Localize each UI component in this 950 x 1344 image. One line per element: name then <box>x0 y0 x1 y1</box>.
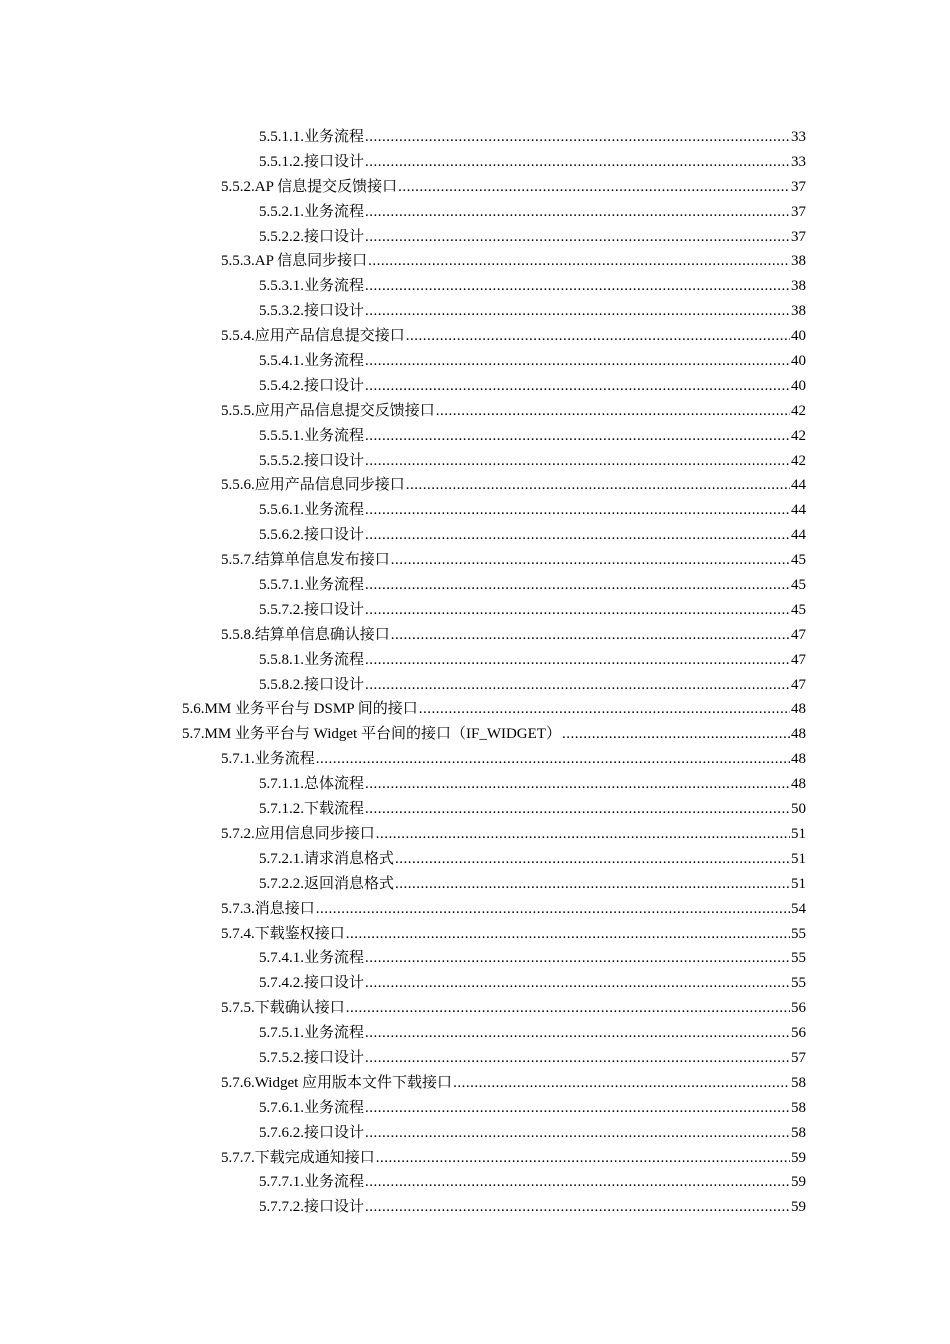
toc-dot-leader <box>562 722 790 747</box>
toc-entry-title: 接口设计 <box>304 452 365 469</box>
toc-entry-title: AP 信息提交反馈接口 <box>254 178 398 195</box>
toc-entry-title: 业务流程 <box>304 129 365 145</box>
toc-entry-page-number: 51 <box>791 850 806 867</box>
toc-dot-leader <box>391 623 790 648</box>
toc-entry-page-number: 37 <box>791 228 806 245</box>
toc-entry-number: 5.7.1.1. <box>259 776 304 793</box>
toc-dot-leader <box>365 225 790 250</box>
toc-dot-leader <box>365 523 790 548</box>
toc-entry-page-number: 59 <box>791 1174 806 1191</box>
toc-entry[interactable] <box>0 1071 950 1096</box>
toc-entry-line <box>221 473 806 498</box>
toc-entry-number: 5.5.7.2. <box>259 601 304 618</box>
toc-entry-page-number: 51 <box>791 825 806 842</box>
toc-entry-title: 业务流程 <box>304 203 365 220</box>
toc-entry-page-number: 47 <box>791 626 806 643</box>
toc-entry-page-number: 54 <box>791 900 806 917</box>
toc-entry-line <box>259 1021 806 1046</box>
toc-entry-number: 5.5.8.1. <box>259 651 304 668</box>
toc-entry[interactable] <box>0 797 950 822</box>
toc-entry[interactable] <box>0 1170 950 1195</box>
toc-entry-number: 5.7.2. <box>221 825 255 842</box>
toc-entry-line <box>259 274 806 299</box>
toc-entry-number: 5.7. <box>182 726 205 743</box>
toc-entry-line <box>221 623 806 648</box>
toc-entry-number: 5.5.1.2. <box>259 153 304 170</box>
toc-entry-line <box>259 573 806 598</box>
toc-entry-number: 5.5.6. <box>221 477 255 494</box>
toc-dot-leader <box>365 150 790 175</box>
toc-entry-page-number: 47 <box>791 676 806 693</box>
toc-entry-number: 5.7.5.1. <box>259 1025 304 1042</box>
toc-entry[interactable] <box>0 548 950 573</box>
toc-entry-page-number: 56 <box>791 1025 806 1042</box>
toc-entry-page-number: 40 <box>791 377 806 394</box>
toc-entry-number: 5.7.6. <box>221 1074 255 1091</box>
toc-dot-leader <box>365 946 790 971</box>
toc-entry-title: 结算单信息发布接口 <box>254 552 390 569</box>
toc-dot-leader <box>376 822 790 847</box>
toc-entry-line <box>221 822 806 847</box>
toc-entry[interactable] <box>0 1046 950 1071</box>
toc-entry-title: 业务流程 <box>304 278 365 295</box>
toc-entry[interactable] <box>0 125 950 150</box>
toc-entry[interactable] <box>0 697 950 722</box>
toc-entry-number: 5.5.4.2. <box>259 377 304 394</box>
toc-entry-title: 下载确认接口 <box>254 1000 345 1017</box>
toc-entry-title: 应用产品信息提交接口 <box>254 328 405 345</box>
toc-entry-line <box>259 1170 806 1195</box>
toc-entry-number: 5.7.1.2. <box>259 801 304 818</box>
toc-entry-title: 业务流程 <box>304 1174 365 1191</box>
toc-dot-leader <box>346 922 790 947</box>
toc-entry-title: 业务流程 <box>304 502 365 519</box>
toc-entry-line <box>259 648 806 673</box>
toc-entry-page-number: 44 <box>791 477 806 494</box>
toc-entry-line <box>259 946 806 971</box>
toc-dot-leader <box>316 747 790 772</box>
toc-entry[interactable] <box>0 946 950 971</box>
toc-entry-number: 5.5.4. <box>221 328 255 345</box>
toc-entry[interactable] <box>0 424 950 449</box>
toc-entry-line <box>221 249 806 274</box>
toc-entry-line <box>259 1096 806 1121</box>
toc-entry-page-number: 50 <box>791 801 806 818</box>
toc-entry-line <box>221 1146 806 1171</box>
toc-entry-page-number: 51 <box>791 875 806 892</box>
toc-entry-number: 5.7.6.1. <box>259 1099 304 1116</box>
toc-entry-line <box>259 1121 806 1146</box>
toc-dot-leader <box>365 449 790 474</box>
toc-entry-title: 接口设计 <box>304 601 365 618</box>
toc-entry[interactable] <box>0 399 950 424</box>
toc-entry-line <box>221 1071 806 1096</box>
toc-entry-line <box>221 324 806 349</box>
toc-dot-leader <box>365 349 790 374</box>
toc-entry-number: 5.7.4.2. <box>259 975 304 992</box>
toc-dot-leader <box>365 498 790 523</box>
toc-entry[interactable] <box>0 872 950 897</box>
toc-entry-title: 业务流程 <box>304 950 365 967</box>
toc-entry-title: 接口设计 <box>304 153 365 170</box>
toc-entry[interactable] <box>0 299 950 324</box>
toc-entry-number: 5.7.4.1. <box>259 950 304 967</box>
toc-entry-title: 接口设计 <box>304 228 365 245</box>
toc-entry-title: 应用信息同步接口 <box>254 825 375 842</box>
toc-entry-line <box>259 971 806 996</box>
toc-dot-leader <box>346 996 790 1021</box>
toc-entry-title: MM 业务平台与 DSMP 间的接口 <box>204 701 418 718</box>
toc-entry-number: 5.7.3. <box>221 900 255 917</box>
toc-entry-number: 5.7.7. <box>221 1149 255 1166</box>
toc-dot-leader <box>365 1170 790 1195</box>
toc-entry[interactable] <box>0 473 950 498</box>
toc-entry-title: 业务流程 <box>304 1099 365 1116</box>
toc-dot-leader <box>365 673 790 698</box>
toc-entry-page-number: 38 <box>791 278 806 295</box>
toc-dot-leader <box>395 872 790 897</box>
toc-dot-leader <box>365 374 790 399</box>
toc-entry[interactable] <box>0 598 950 623</box>
toc-entry-number: 5.7.6.2. <box>259 1124 304 1141</box>
toc-entry-line <box>259 125 806 150</box>
toc-entry[interactable] <box>0 673 950 698</box>
toc-dot-leader <box>365 797 790 822</box>
toc-entry-page-number: 58 <box>791 1099 806 1116</box>
toc-entry-line <box>259 225 806 250</box>
toc-entry-line <box>259 797 806 822</box>
toc-entry-line <box>259 673 806 698</box>
toc-entry-number: 5.7.4. <box>221 925 255 942</box>
toc-dot-leader <box>365 598 790 623</box>
toc-entry-line <box>259 872 806 897</box>
toc-entry[interactable] <box>0 1021 950 1046</box>
toc-entry-line <box>259 449 806 474</box>
toc-entry-page-number: 44 <box>791 502 806 519</box>
toc-entry-line <box>259 598 806 623</box>
toc-entry-title: 接口设计 <box>304 1049 365 1066</box>
toc-entry[interactable] <box>0 1121 950 1146</box>
toc-entry-number: 5.7.7.1. <box>259 1174 304 1191</box>
toc-entry-title: 业务流程 <box>304 427 365 444</box>
toc-entry-page-number: 48 <box>791 751 806 768</box>
toc-entry-line <box>259 772 806 797</box>
toc-entry[interactable] <box>0 249 950 274</box>
toc-entry-title: 接口设计 <box>304 975 365 992</box>
toc-entry[interactable] <box>0 449 950 474</box>
toc-entry-title: 接口设计 <box>304 303 365 320</box>
toc-entry-page-number: 45 <box>791 601 806 618</box>
toc-entry[interactable] <box>0 772 950 797</box>
toc-entry[interactable] <box>0 1146 950 1171</box>
toc-entry[interactable] <box>0 996 950 1021</box>
toc-dot-leader <box>365 299 790 324</box>
table-of-contents <box>0 125 950 1220</box>
toc-entry[interactable] <box>0 324 950 349</box>
toc-entry-line <box>259 349 806 374</box>
toc-entry-title: 返回消息格式 <box>304 875 395 892</box>
toc-entry-number: 5.7.2.1. <box>259 850 304 867</box>
toc-entry[interactable] <box>0 523 950 548</box>
toc-dot-leader <box>365 274 790 299</box>
toc-dot-leader <box>365 1121 790 1146</box>
toc-dot-leader <box>406 473 790 498</box>
toc-entry[interactable] <box>0 374 950 399</box>
toc-entry-line <box>221 922 806 947</box>
toc-entry-page-number: 55 <box>791 925 806 942</box>
toc-entry-line <box>221 996 806 1021</box>
toc-entry[interactable] <box>0 498 950 523</box>
toc-entry-page-number: 38 <box>791 303 806 320</box>
toc-entry-page-number: 42 <box>791 402 806 419</box>
toc-entry-line <box>259 847 806 872</box>
toc-entry-line <box>259 523 806 548</box>
toc-entry[interactable] <box>0 822 950 847</box>
toc-entry-page-number: 48 <box>791 776 806 793</box>
toc-entry-title: 接口设计 <box>304 1199 365 1216</box>
toc-entry-title: 业务流程 <box>304 353 365 370</box>
toc-dot-leader <box>391 548 790 573</box>
toc-entry-number: 5.5.4.1. <box>259 353 304 370</box>
toc-entry-title: 应用产品信息提交反馈接口 <box>254 402 435 419</box>
toc-entry-number: 5.5.5.2. <box>259 452 304 469</box>
toc-entry-title: 接口设计 <box>304 1124 365 1141</box>
toc-entry-number: 5.5.2.2. <box>259 228 304 245</box>
toc-entry-number: 5.5.3.2. <box>259 303 304 320</box>
toc-entry-title: 业务流程 <box>304 1025 365 1042</box>
toc-entry-title: 业务流程 <box>254 751 315 768</box>
toc-dot-leader <box>395 847 790 872</box>
toc-entry[interactable] <box>0 573 950 598</box>
toc-entry[interactable] <box>0 1195 950 1220</box>
toc-entry[interactable] <box>0 971 950 996</box>
toc-entry-number: 5.5.8.2. <box>259 676 304 693</box>
toc-entry-title: 接口设计 <box>304 377 365 394</box>
toc-entry-line <box>221 747 806 772</box>
toc-entry-page-number: 48 <box>791 701 806 718</box>
toc-entry-page-number: 45 <box>791 577 806 594</box>
toc-entry-line <box>221 897 806 922</box>
toc-entry-number: 5.5.2. <box>221 178 255 195</box>
toc-entry-page-number: 55 <box>791 975 806 992</box>
toc-entry-number: 5.7.7.2. <box>259 1199 304 1216</box>
toc-entry-number: 5.5.6.2. <box>259 527 304 544</box>
toc-entry[interactable] <box>0 150 950 175</box>
toc-entry-line <box>221 399 806 424</box>
toc-dot-leader <box>365 200 790 225</box>
toc-entry-page-number: 55 <box>791 950 806 967</box>
toc-entry[interactable] <box>0 200 950 225</box>
toc-entry-number: 5.5.5. <box>221 402 255 419</box>
toc-entry-title: 业务流程 <box>304 651 365 668</box>
toc-entry-number: 5.5.6.1. <box>259 502 304 519</box>
toc-entry-title: 总体流程 <box>304 776 365 793</box>
toc-entry[interactable] <box>0 274 950 299</box>
toc-dot-leader <box>398 175 790 200</box>
toc-entry-page-number: 33 <box>791 129 806 145</box>
toc-entry-number: 5.5.3. <box>221 253 255 270</box>
toc-entry-page-number: 37 <box>791 203 806 220</box>
toc-entry-line <box>259 1046 806 1071</box>
toc-dot-leader <box>365 648 790 673</box>
toc-entry-line <box>259 1195 806 1220</box>
toc-entry[interactable] <box>0 1096 950 1121</box>
toc-entry-number: 5.5.7.1. <box>259 577 304 594</box>
toc-entry-line <box>221 548 806 573</box>
toc-dot-leader <box>406 324 790 349</box>
toc-entry-title: Widget 应用版本文件下载接口 <box>254 1074 453 1091</box>
toc-dot-leader <box>365 772 790 797</box>
toc-dot-leader <box>365 971 790 996</box>
toc-entry-title: 结算单信息确认接口 <box>254 626 390 643</box>
toc-entry-number: 5.5.3.1. <box>259 278 304 295</box>
toc-entry-page-number: 40 <box>791 353 806 370</box>
toc-entry-page-number: 42 <box>791 452 806 469</box>
toc-entry-number: 5.7.1. <box>221 751 255 768</box>
toc-dot-leader <box>436 399 790 424</box>
toc-entry-number: 5.5.1.1. <box>259 129 304 145</box>
toc-entry[interactable] <box>0 747 950 772</box>
toc-entry-page-number: 37 <box>791 178 806 195</box>
toc-dot-leader <box>368 249 790 274</box>
toc-entry-page-number: 45 <box>791 552 806 569</box>
toc-entry-page-number: 47 <box>791 651 806 668</box>
toc-entry[interactable] <box>0 922 950 947</box>
toc-entry-number: 5.7.5. <box>221 1000 255 1017</box>
toc-dot-leader <box>365 125 790 150</box>
toc-dot-leader <box>419 697 790 722</box>
toc-entry-title: 下载完成通知接口 <box>254 1149 375 1166</box>
toc-entry-title: MM 业务平台与 Widget 平台间的接口（IF_WIDGET） <box>204 726 561 743</box>
toc-entry-page-number: 58 <box>791 1124 806 1141</box>
toc-entry-number: 5.5.2.1. <box>259 203 304 220</box>
toc-entry-page-number: 38 <box>791 253 806 270</box>
toc-dot-leader <box>365 573 790 598</box>
toc-entry-page-number: 40 <box>791 328 806 345</box>
toc-entry-number: 5.7.5.2. <box>259 1049 304 1066</box>
toc-entry-line <box>259 498 806 523</box>
toc-entry-page-number: 59 <box>791 1149 806 1166</box>
toc-entry-line <box>259 374 806 399</box>
toc-entry-title: 请求消息格式 <box>304 850 395 867</box>
toc-entry-number: 5.7.2.2. <box>259 875 304 892</box>
toc-entry-title: 接口设计 <box>304 527 365 544</box>
toc-entry-title: 下载流程 <box>304 801 365 818</box>
toc-entry-line <box>259 424 806 449</box>
toc-dot-leader <box>365 1195 790 1220</box>
toc-entry-line <box>259 150 806 175</box>
toc-entry-title: 业务流程 <box>304 577 365 594</box>
toc-entry[interactable] <box>0 847 950 872</box>
toc-entry[interactable] <box>0 648 950 673</box>
toc-entry[interactable] <box>0 722 950 747</box>
toc-entry-number: 5.6. <box>182 701 205 718</box>
toc-entry-title: 下载鉴权接口 <box>254 925 345 942</box>
toc-entry-number: 5.5.8. <box>221 626 255 643</box>
toc-entry-line <box>182 697 806 722</box>
toc-entry-line <box>259 200 806 225</box>
toc-entry[interactable] <box>0 623 950 648</box>
toc-entry-page-number: 44 <box>791 527 806 544</box>
toc-entry-line <box>221 175 806 200</box>
toc-dot-leader <box>365 424 790 449</box>
toc-dot-leader <box>376 1146 790 1171</box>
toc-entry-title: AP 信息同步接口 <box>254 253 368 270</box>
toc-entry[interactable] <box>0 225 950 250</box>
toc-entry-page-number: 57 <box>791 1049 806 1066</box>
toc-entry[interactable] <box>0 897 950 922</box>
toc-dot-leader <box>453 1071 790 1096</box>
toc-dot-leader <box>316 897 790 922</box>
toc-entry-line <box>259 299 806 324</box>
toc-entry-page-number: 58 <box>791 1074 806 1091</box>
toc-entry-page-number: 33 <box>791 153 806 170</box>
toc-entry[interactable] <box>0 175 950 200</box>
toc-entry-page-number: 59 <box>791 1199 806 1216</box>
toc-entry-page-number: 48 <box>791 726 806 743</box>
toc-entry-page-number: 42 <box>791 427 806 444</box>
toc-entry-page-number: 56 <box>791 1000 806 1017</box>
toc-entry-title: 应用产品信息同步接口 <box>254 477 405 494</box>
toc-dot-leader <box>365 1096 790 1121</box>
toc-entry[interactable] <box>0 349 950 374</box>
toc-entry-number: 5.5.5.1. <box>259 427 304 444</box>
toc-entry-title: 接口设计 <box>304 676 365 693</box>
toc-entry-title: 消息接口 <box>254 900 315 917</box>
toc-entry-number: 5.5.7. <box>221 552 255 569</box>
toc-dot-leader <box>365 1021 790 1046</box>
toc-dot-leader <box>365 1046 790 1071</box>
toc-entry-line <box>182 722 806 747</box>
